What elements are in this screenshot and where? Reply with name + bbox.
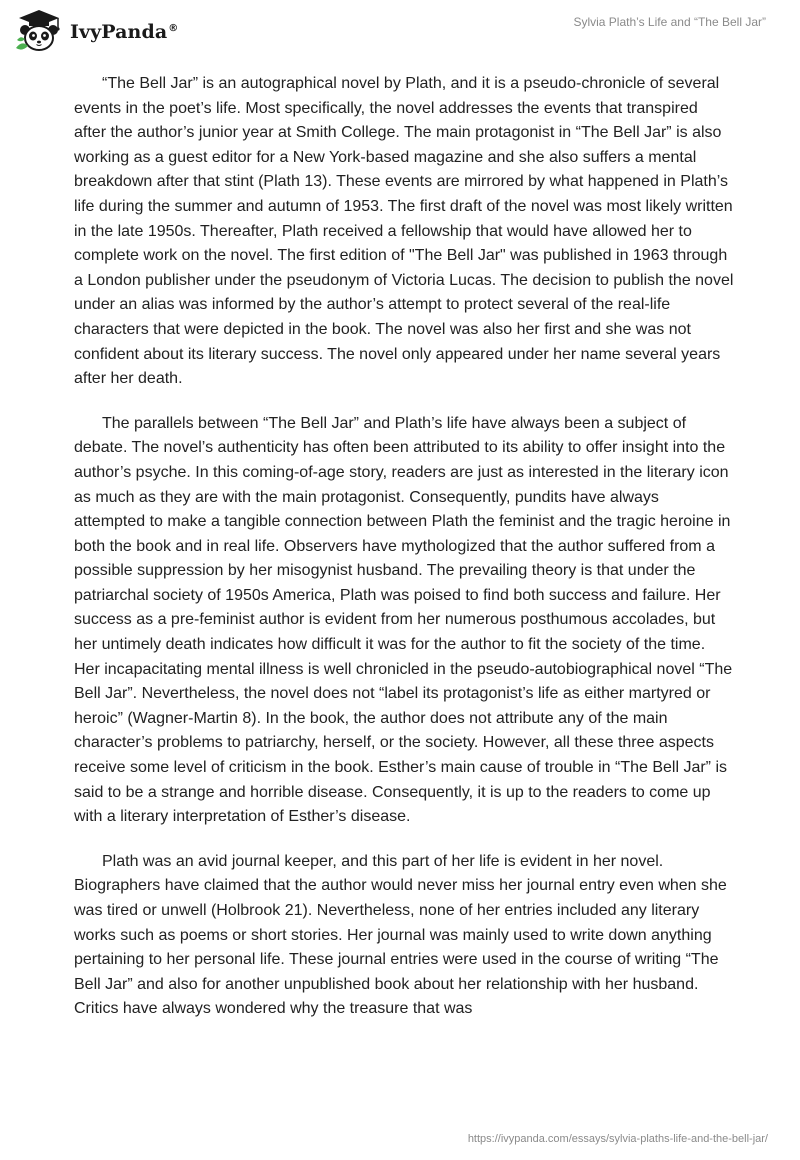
- paragraph-2: The parallels between “The Bell Jar” and Plath’s life have always been a subject of debate. The novel’s authenticity has often been attributed to its ability to offer insight into the author’s psyche. In this coming-of-age story, readers are just as interested in the literary icon as much as they are with the main protagonist. Consequently, pundits have always attempted to make a tangible connection between Plath the feminist and the tragic heroine in both the book and in real life. Observers have mythologized that the author suffered from a possible suppression by her misogynist husband. The prevailing theory is that under the patriarchal society of 1950s America, Plath was poised to find both success and failure. Her success as a pre-feminist author is evident from her numerous posthumous accolades, but her untimely death indicates how difficult it was for the author to fit the society of the time. Her incapacitating mental illness is well chronicled in the pseudo-autobiographical novel “The Bell Jar”. Nevertheless, the novel does not “label its protagonist’s life as either martyred or heroic” (Wagner-Martin 8). In the book, the author does not attribute any of the main character’s problems to patriarchy, herself, or the society. However, all these three aspects receive some level of criticism in the book. Esther’s main cause of trouble in “The Bell Jar” is said to be a strange and horrible disease. Consequently, it is up to the readers to come up with a literary interpretation of Esther’s disease.: [74, 414, 733, 826]
- page-header: [0, 0, 800, 60]
- registered-mark: ®: [168, 22, 179, 34]
- document-title: Sylvia Plath’s Life and “The Bell Jar”: [573, 15, 766, 29]
- logo-wordmark: IvyPanda®: [70, 21, 179, 43]
- source-url[interactable]: https://ivypanda.com/essays/sylvia-plaths-life-and-the-bell-jar/: [467, 1133, 768, 1145]
- panda-graduate-icon: [14, 8, 64, 54]
- ivypanda-logo[interactable]: [14, 8, 178, 54]
- essay-body: [74, 72, 734, 1042]
- paragraph-1: “The Bell Jar” is an autographical novel by Plath, and it is a pseudo-chronicle of several events in the poet’s life. Most specifically, the novel addresses the events that transpired after the author’s junior year at Smith College. The main protagonist in “The Bell Jar” is also working as a guest editor for a New York-based magazine and she also suffers a mental breakdown after that stint (Plath 13). These events are mirrored by what happened in Plath’s life during the summer and autumn of 1953. The first draft of the novel was most likely written in the late 1950s. Thereafter, Plath received a fellowship that would have allowed her to complete work on the novel. The first edition of "The Bell Jar" was published in 1963 through a London publisher under the pseudonym of Victoria Lucas. The decision to publish the novel under an alias was informed by the author’s attempt to protect several of the real-life characters that were depicted in the book. The novel was also her first and she was not confident about its literary success. The novel only appeared under her name several years after her death.: [74, 75, 734, 388]
- paragraph-3: Plath was an avid journal keeper, and this part of her life is evident in her novel. Biographers have claimed that the author would never miss her journal entry even when she was tired or unwell (Holbrook 21). Nevertheless, none of her entries included any literary works such as poems or short stories. Her journal was mainly used to write down anything pertaining to her personal life. These journal entries were used in the course of writing “The Bell Jar” and also for another unpublished book about her relationship with her husband. Critics have always wondered why the treasure that was: [74, 852, 727, 1018]
